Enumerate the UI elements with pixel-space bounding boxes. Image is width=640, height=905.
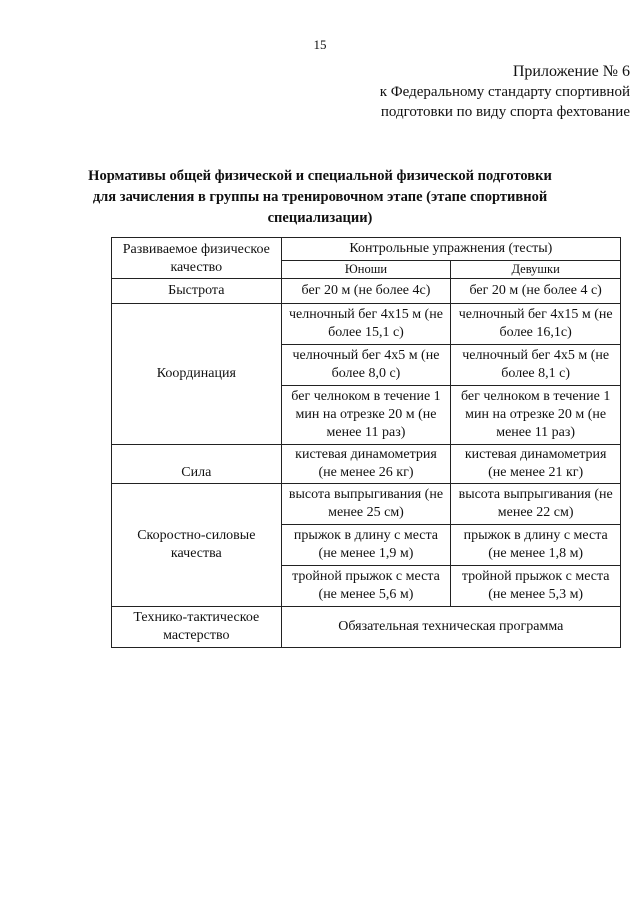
coordination-boys-1: челночный бег 4x15 м (не более 15,1 с) xyxy=(281,304,451,345)
technical-program: Обязательная техническая программа xyxy=(281,607,620,648)
speed-boys: бег 20 м (не более 4с) xyxy=(281,279,451,304)
header-quality: Развиваемое физическое качество xyxy=(112,238,282,279)
coordination-girls-1: челночный бег 4x15 м (не более 16,1с) xyxy=(451,304,621,345)
speed-girls: бег 20 м (не более 4 с) xyxy=(451,279,621,304)
quality-speed: Быстрота xyxy=(112,279,282,304)
appendix-sport-line: подготовки по виду спорта фехтование xyxy=(380,104,630,120)
coordination-boys-3: бег челноком в течение 1 мин на отрезке 20 м (не менее 11 раз) xyxy=(281,386,451,445)
speed-strength-boys-3: тройной прыжок с места (не менее 5,6 м) xyxy=(281,566,451,607)
coordination-boys-2: челночный бег 4x5 м (не более 8,0 с) xyxy=(281,345,451,386)
speed-strength-girls-2: прыжок в длину с места (не менее 1,8 м) xyxy=(451,525,621,566)
header-tests: Контрольные упражнения (тесты) xyxy=(281,238,620,261)
quality-strength: Сила xyxy=(112,445,282,484)
title-line-3: специализации) xyxy=(267,210,373,226)
appendix-standard-line: к Федеральному стандарту спортивной xyxy=(379,84,630,100)
table-row xyxy=(112,484,621,525)
strength-girls: кистевая динамометрия (не менее 21 кг) xyxy=(451,445,621,484)
speed-strength-boys-1: высота выпрыгивания (не менее 25 см) xyxy=(281,484,451,525)
table-row xyxy=(112,304,621,345)
header-girls: Девушки xyxy=(451,260,621,278)
quality-coordination: Координация xyxy=(112,304,282,445)
table-header-row xyxy=(112,238,621,261)
title-line-1: Нормативы общей физической и специальной физической подготовки xyxy=(88,168,552,184)
speed-strength-girls-3: тройной прыжок с места (не менее 5,3 м) xyxy=(451,566,621,607)
table-row xyxy=(112,607,621,648)
table-row xyxy=(112,279,621,304)
speed-strength-girls-1: высота выпрыгивания (не менее 22 см) xyxy=(451,484,621,525)
table-row xyxy=(112,445,621,484)
quality-speed-strength: Скоростно-силовые качества xyxy=(112,484,282,607)
title-line-2: для зачисления в группы на тренировочном этапе (этапе спортивной xyxy=(92,189,548,205)
norms-table xyxy=(111,237,621,648)
coordination-girls-3: бег челноком в течение 1 мин на отрезке 20 м (не менее 11 раз) xyxy=(451,386,621,445)
page-number: 15 xyxy=(313,37,327,52)
document-title xyxy=(80,166,560,229)
speed-strength-boys-2: прыжок в длину с места (не менее 1,9 м) xyxy=(281,525,451,566)
quality-technical-tactical: Технико-тактическое мастерство xyxy=(112,607,282,648)
coordination-girls-2: челночный бег 4x5 м (не более 8,1 с) xyxy=(451,345,621,386)
header-boys: Юноши xyxy=(281,260,451,278)
appendix-number: Приложение № 6 xyxy=(512,63,630,80)
strength-boys: кистевая динамометрия (не менее 26 кг) xyxy=(281,445,451,484)
appendix-block xyxy=(330,62,630,122)
